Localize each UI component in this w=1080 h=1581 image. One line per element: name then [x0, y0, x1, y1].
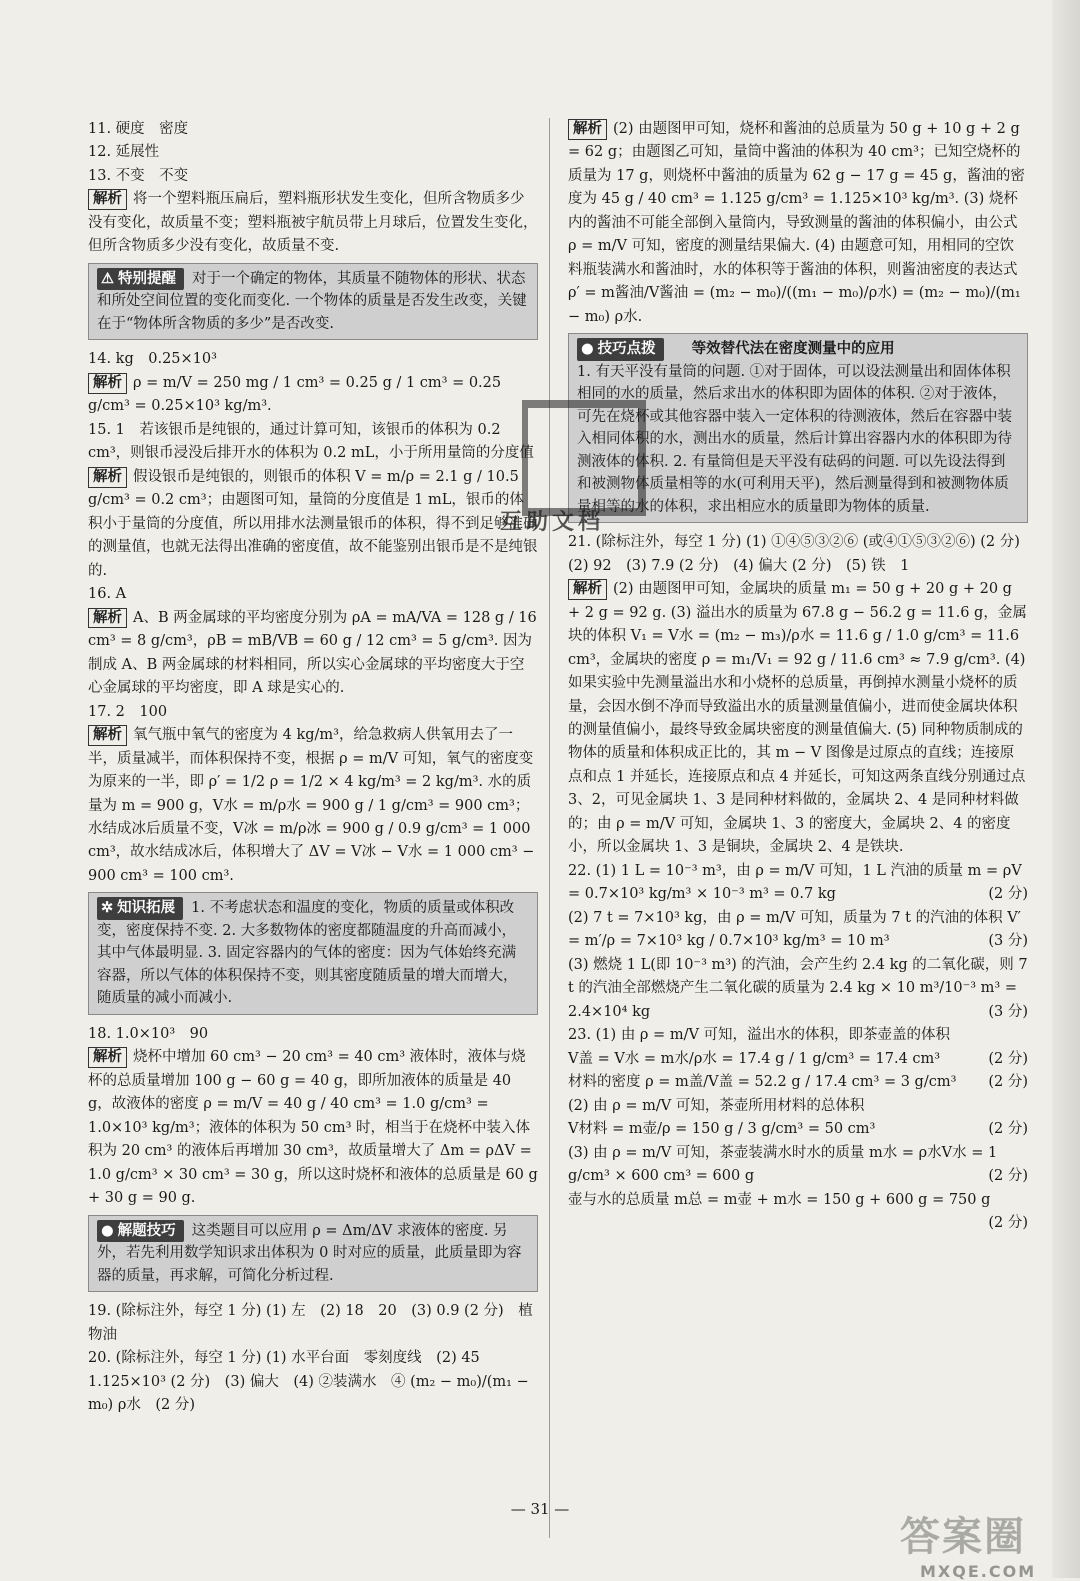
answer-13: 13. 不变 不变 [88, 167, 189, 184]
column-divider [549, 118, 550, 1538]
box-text: 对于一个确定的物体，其质量不随物体的形状、状态和所处空间位置的变化而变化. 一个物体的质量是否发生改变，关键在于“物体所含物质的多少”是否改变. [97, 270, 527, 332]
analysis-21-text: (2) 由题图甲可知，金属块的质量 m₁ = 50 g + 20 g + 20 g + 2 g = 92 g. (3) 溢出水的质量为 67.8 g − 56.2 g = 11.6 g，金属块的体积 V₁ = V水 = (m₂ − m₃)/ρ水 = 11.6 g / 1.0 g/cm³ = 11.6 cm³，金属块的密度 ρ = m₁/V₁ = 92 g / 11.6 cm³ ≈ 7.9 g/cm³. (4) 如果实验中先测量溢出水和小烧杯的总质量，再倒掉水测量小烧杯的质量，会因水倒不净而导致溢出水的质量测量值偏小，进而使金属块体积的测量值偏小，最终导致金属块密度的测量值偏大. (5) 同种物质制成的物体的质量和体积成正比的，其 m − V 图像是过原点的直线；连接原点和点 1 并延长，连接原点和点 4 并延长，可知这两条直线分别通过点 3、2，可见金属块 1、3 是同种材料做的，金属块 2、4 是同种材料做的；由 ρ = m/V 可知，金属块 1、3 的密度大，金属块 2、4 的密度小，所以金属块 1、3 是铜块，金属块 2、4 是铁块. [568, 581, 1027, 856]
left-column [88, 118, 538, 1418]
formula-text: V盖 = V水 = m水/ρ水 = 17.4 g / 1 g/cm³ = 17.4 cm³ [568, 1050, 941, 1067]
answer-23-material-volume [568, 1118, 1028, 1141]
box-text: 1. 不考虑状态和温度的变化，物质的质量或体积改变，密度保持不变. 2. 大多数物体的密度都随温度的升高而减小，其中气体最明显. 3. 固定容器内的气体的密度：因为气体始终充满容器，所以气体的体积保持不变，则其密度随质量的增大而增大，随质量的减小而减小. [97, 900, 518, 1007]
box-header [97, 268, 184, 290]
answer-22-part3 [568, 954, 1028, 1024]
analysis-tag: 解析 [568, 579, 607, 600]
formula-text: (3) 由 ρ = m/V 可知，茶壶装满水时水的质量 m水 = ρ水V水 = 1 g/cm³ × 600 cm³ = 600 g [568, 1144, 998, 1185]
site-logo [900, 1505, 1036, 1581]
box-text: 这类题目可以应用 ρ = Δm/ΔV 求液体的密度. 另外，若先利用数学知识求出体积为 0 时对应的质量，此质量即为容器的质量，再求解，可简化分析过程. [97, 1222, 522, 1284]
answer-18: 18. 1.0×10³ 90 [88, 1025, 209, 1042]
answer-11: 11. 硬度 密度 [88, 121, 189, 137]
sparkle-icon: ✲ [101, 899, 114, 917]
answer-14: 14. kg 0.25×10³ [88, 351, 217, 368]
analysis-16-text: A、B 两金属球的平均密度分别为 ρA = mA/VA = 128 g / 16 cm³ = 8 g/cm³，ρB = mB/VB = 60 g / 12 cm³ = 5 g/cm³. 因为制成 A、B 两金属球的材料相同，所以实心金属球的平均密度大于空心金属球的平均密度，即 A 球是实心的. [88, 609, 537, 697]
answer-12: 12. 延展性 [88, 144, 160, 161]
page-number: — 31 — [510, 1500, 570, 1518]
analysis-20-text: (2) 由题图甲可知，烧杯和酱油的总质量为 50 g + 10 g + 2 g = 62 g；由题图乙可知，量筒中酱油的体积为 40 cm³；已知空烧杯的质量为 17 g，则烧杯中酱油的质量为 62 g − 17 g = 45 g，酱油的密度为 45 g / 40 cm³ = 1.125 g/cm³ = 1.125×10³ kg/m³. (3) 烧杯内的酱油不可能全部倒入量筒内，导致测量的酱油的体积偏小，由公式 ρ = m/V 可知，密度的测量结果偏大. (4) 由题意可知，用相同的空饮料瓶装满水和酱油时，水的体积等于酱油的体积，则酱油密度的表达式 ρ′ = m酱油/V酱油 = (m₂ − m₀)/((m₁ − m₀)/ρ水) = (m₂ − m₀)/(m₁ − m₀) ρ水. [568, 121, 1025, 325]
box-text: 1. 有天平没有量筒的问题. ①对于固体，可以设法测量出和固体体积相同的水的质量，然后求出水的体积即为固体的体积. ②对于液体，可先在烧杯或其他容器中装入一定体积的待测液体，然后在容器中装入相同体积的水，测出水的质量，然后计算出容器内水的体积即为待测液体的体积. 2. 有量筒但是天平没有砝码的问题. 可以先设法得到和被测物体质量相等的水(可利用天平)，然后测量得到和被测物体质量相等的水的体积，求出相应水的质量即为物体的质量. [577, 363, 1012, 515]
tip-box-solving-skills [88, 1215, 538, 1292]
watermark-text: 互助文档 [500, 510, 605, 535]
score: (2 分) [988, 1121, 1028, 1138]
box-header [577, 338, 664, 360]
answer-21: 21. (除标注外，每空 1 分) (1) ①④⑤③②⑥ (或④①⑤③②⑥) (2 分) (2) 92 (3) 7.9 (2 分) (4) 偏大 (2 分) (5) 铁 1 [568, 534, 1035, 574]
site-logo-url: MXQE.COM [920, 1562, 1037, 1581]
right-column [568, 118, 1035, 1236]
analysis-15 [88, 466, 538, 583]
score: (2 分) [988, 1168, 1028, 1185]
answer-20: 20. (除标注外，每空 1 分) (1) 水平台面 零刻度线 (2) 45 1.125×10³ (2 分) (3) 偏大 (4) ②装满水 ④ (m₂ − m₀)/(m₁ − m₀) ρ水 (2 分) [88, 1350, 529, 1414]
watermark-logo-mark [522, 400, 646, 516]
warning-icon: ⚠ [101, 269, 114, 287]
formula-text: 壶与水的总质量 m总 = m壶 + m水 = 150 g + 600 g = 750 g [568, 1191, 991, 1208]
analysis-18-text: 烧杯中增加 60 cm³ − 20 cm³ = 40 cm³ 液体时，液体与烧杯的总质量增加 100 g − 60 g = 40 g，即所加液体的质量是 40 g，故液体的密度 ρ = m/V = 40 g / 40 cm³ = 1.0 g/cm³ = 1.0×10³ kg/m³；液体的体积为 50 cm³ 时，相当于在烧杯中装入体积为 20 cm³ 的液体后再增加 30 cm³，故质量增大了 Δm = ρΔV = 1.0 g/cm³ × 30 cm³ = 30 g，所以这时烧杯和液体的总质量是 60 g + 30 g = 90 g. [88, 1049, 538, 1207]
lightbulb-icon: ● [101, 1221, 114, 1239]
analysis-18 [88, 1046, 538, 1210]
answer-22-part1 [568, 860, 1028, 907]
analysis-tag: 解析 [88, 189, 127, 210]
analysis-tag: 解析 [568, 119, 607, 140]
score: (2 分) [988, 1050, 1028, 1067]
tip-box-knowledge-extension [88, 892, 538, 1014]
site-logo-text: 答案圈 [900, 1514, 1026, 1560]
answer-22-part3-text: (3) 燃烧 1 L(即 10⁻³ m³) 的汽油，会产生约 2.4 kg 的二氧化碳，则 7 t 的汽油全部燃烧产生二氧化碳的质量为 2.4 kg × 10 m³/10⁻³ m³ = 2.4×10⁴ kg [568, 956, 1028, 1020]
analysis-15-text: 假设银币是纯银的，则银币的体积 V = m/ρ = 2.1 g / 10.5 g/cm³ = 0.2 cm³；由题图可知，量筒的分度值是 1 mL，银币的体积小于量筒的分度值，所以用排水法测量银币的体积，得不到足够准确的测量值，也就无法得出准确的密度值，故不能鉴别出银币是不是纯银的. [88, 468, 538, 579]
tip-box-special-reminder [88, 263, 538, 340]
analysis-tag: 解析 [88, 725, 127, 746]
analysis-14 [88, 372, 538, 419]
answer-23-part3 [568, 1142, 1028, 1189]
box-title: 特别提醒 [118, 269, 176, 287]
score: (2 分) [988, 1215, 1028, 1232]
score: (3 分) [988, 1003, 1028, 1020]
score: (2 分) [988, 1074, 1028, 1091]
analysis-17 [88, 724, 538, 888]
answer-23-density [568, 1071, 1028, 1094]
analysis-tag: 解析 [88, 467, 127, 488]
analysis-14-text: ρ = m/V = 250 mg / 1 cm³ = 0.25 g / 1 cm³ = 0.25 g/cm³ = 0.25×10³ kg/m³. [88, 374, 502, 415]
answer-23-lid-volume [568, 1048, 1028, 1071]
score: (3 分) [988, 933, 1028, 950]
score: (2 分) [988, 886, 1028, 903]
answer-23-part2: (2) 由 ρ = m/V 可知，茶壶所用材料的总体积 [568, 1097, 865, 1114]
analysis-tag: 解析 [88, 373, 127, 394]
analysis-tag: 解析 [88, 1047, 127, 1068]
answer-19: 19. (除标注外，每空 1 分) (1) 左 (2) 18 20 (3) 0.9 (2 分) 植物油 [88, 1303, 533, 1343]
answer-17: 17. 2 100 [88, 703, 168, 720]
answer-23-total-mass [568, 1189, 1028, 1232]
answer-23-part1: 23. (1) 由 ρ = m/V 可知，溢出水的体积，即茶壶盖的体积 [568, 1027, 951, 1044]
formula-text: 材料的密度 ρ = m盖/V盖 = 52.2 g / 17.4 cm³ = 3 g/cm³ [568, 1074, 957, 1091]
lightbulb-icon: ● [581, 340, 594, 358]
answer-22-part1-text: 22. (1) 1 L = 10⁻³ m³，由 ρ = m/V 可知，1 L 汽油的质量 m = ρV = 0.7×10³ kg/m³ × 10⁻³ m³ = 0.7 kg [568, 862, 1022, 903]
answer-22-part2 [568, 907, 1028, 954]
analysis-13-text: 将一个塑料瓶压扁后，塑料瓶形状发生变化，但所含物质多少没有变化，故质量不变；塑料瓶被宇航员带上月球后，位置发生变化，但所含物质多少没有变化，故质量不变. [88, 191, 538, 255]
box-header [97, 897, 183, 919]
answer-22-part2-text: (2) 7 t = 7×10³ kg，由 ρ = m/V 可知，质量为 7 t 的汽油的体积 V′ = m′/ρ = 7×10³ kg / 0.7×10³ kg/m³ = 10 m³ [568, 909, 1021, 950]
analysis-13 [88, 188, 538, 258]
analysis-16 [88, 607, 538, 701]
box-title: 技巧点拨 [597, 340, 656, 358]
analysis-21 [568, 578, 1028, 860]
box-title: 知识拓展 [117, 899, 176, 917]
analysis-17-text: 氧气瓶中氧气的密度为 4 kg/m³，给急救病人供氧用去了一半，质量减半，而体积保持不变，根据 ρ = m/V 可知，氧气的密度变为原来的一半，即 ρ′ = 1/2 ρ = 1/2 × 4 kg/m³ = 2 kg/m³. 水的质量为 m = 900 g，V水 = m/ρ水 = 900 g / 1 g/cm³ = 900 cm³；水结成冰后质量不变，V冰 = m/ρ冰 = 900 g / 0.9 g/cm³ = 1 000 cm³，故水结成冰后，体积增大了 ΔV = V冰 − V水 = 1 000 cm³ − 900 cm³ = 100 cm³. [88, 727, 535, 884]
analysis-20 [568, 118, 1028, 329]
answer-16: 16. A [88, 586, 127, 603]
answer-15: 15. 1 若该银币是纯银的，通过计算可知，该银币的体积为 0.2 cm³，则银币浸没后排开水的体积为 0.2 mL，小于所用量筒的分度值 [88, 421, 534, 462]
box-heading: 等效替代法在密度测量中的应用 [691, 340, 895, 358]
box-header [97, 1220, 184, 1242]
analysis-tag: 解析 [88, 608, 127, 629]
box-title: 解题技巧 [117, 1221, 176, 1239]
formula-text: V材料 = m壶/ρ = 150 g / 3 g/cm³ = 50 cm³ [568, 1121, 876, 1138]
page-edge [1052, 0, 1080, 1578]
